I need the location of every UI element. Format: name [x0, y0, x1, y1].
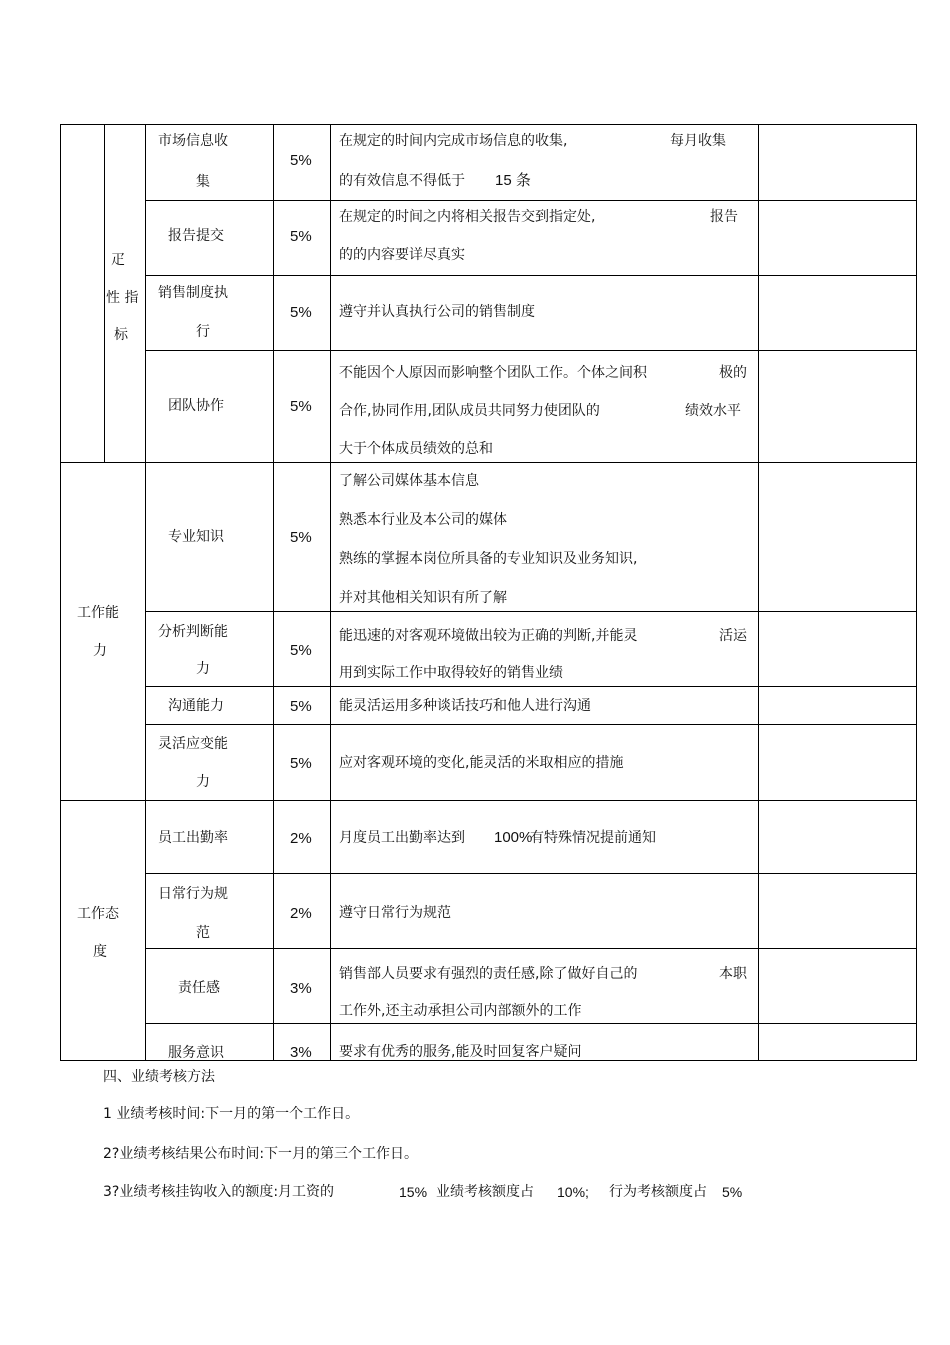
table-row-desc: 工作外,还主动承担公司内部额外的工作: [339, 1003, 582, 1019]
paragraph-3-e: 行为考核额度占: [609, 1184, 707, 1200]
paragraph-2: 2?业绩考核结果公布时间:下一月的第三个工作日。: [103, 1146, 419, 1162]
paragraph-3-c: 业绩考核额度占: [436, 1184, 534, 1200]
table-row-item: 行: [196, 324, 210, 340]
table-row-desc: 15 条: [495, 172, 531, 189]
table-row-item: 员工出勤率: [158, 830, 228, 846]
table-row-weight: 3%: [290, 1044, 312, 1060]
table-row-desc: 熟练的掌握本岗位所具备的专业知识及业务知识,: [339, 551, 638, 567]
table-row-item: 力: [196, 661, 210, 677]
table-row-desc: 遵守日常行为规范: [339, 905, 451, 921]
group-label-attitude-2: 度: [93, 944, 107, 960]
table-row-desc: 要求有优秀的服务,能及时回复客户疑问: [339, 1044, 582, 1060]
group-label-ability-1: 工作能: [77, 605, 119, 621]
table-row-desc: 在规定的时间之内将相关报告交到指定处,: [339, 209, 596, 225]
table-row-desc: 遵守并认真执行公司的销售制度: [339, 304, 535, 320]
table-row-desc: 月度员工出勤率达到: [339, 830, 465, 846]
table-row-item: 团队协作: [168, 398, 224, 414]
table-row-item: 沟通能力: [168, 698, 224, 714]
group-label-attitude-1: 工作态: [77, 906, 119, 922]
table-row-desc: 销售部人员要求有强烈的责任感,除了做好自己的: [339, 966, 638, 982]
table-row-desc: 应对客观环境的变化,能灵活的米取相应的措施: [339, 755, 624, 771]
table-row-item: 集: [196, 174, 210, 190]
table-row-weight: 2%: [290, 905, 312, 922]
table-row-desc: 能灵活运用多种谈话技巧和他人进行沟通: [339, 698, 591, 714]
table-row-desc: 不能因个人原因而影响整个团队工作。个体之间积: [339, 365, 647, 381]
table-row-desc: 每月收集: [670, 133, 726, 149]
table-row-item: 销售制度执: [158, 285, 228, 301]
table-row-desc: 的的内容要详尽真实: [339, 247, 465, 263]
table-row-item: 范: [196, 925, 210, 941]
table-row-desc: 用到实际工作中取得较好的销售业绩: [339, 665, 563, 681]
table-row-item: 报告提交: [168, 228, 224, 244]
section-heading: 四、业绩考核方法: [103, 1069, 215, 1085]
table-row-desc: 100%: [494, 829, 533, 846]
table-row-desc: 了解公司媒体基本信息: [339, 473, 479, 489]
table-row-desc: 能迅速的对客观环境做出较为正确的判断,并能灵: [339, 628, 638, 644]
table-row-weight: 3%: [290, 980, 312, 997]
table-row-item: 分析判断能: [158, 624, 228, 640]
table-row-item: 灵活应变能: [158, 736, 228, 752]
table-row-item: 力: [196, 774, 210, 790]
table-row-weight: 5%: [290, 398, 312, 415]
table-row-weight: 5%: [290, 152, 312, 169]
table-row-item: 责任感: [178, 980, 220, 996]
table-row-desc: 本职: [719, 966, 747, 982]
group-label-qualitative-3: 标: [114, 327, 128, 343]
table-row-weight: 5%: [290, 698, 312, 715]
table-row-item: 日常行为规: [158, 886, 228, 902]
table-row-desc: 绩效水平: [685, 403, 741, 419]
table-row-weight: 5%: [290, 642, 312, 659]
paragraph-3-a: 3?业绩考核挂钩收入的额度:月工资的: [103, 1184, 335, 1200]
table-row-desc: 有特殊情况提前通知: [530, 830, 656, 846]
table-row-desc: 在规定的时间内完成市场信息的收集,: [339, 133, 568, 149]
paragraph-3-b: 15%: [399, 1184, 428, 1200]
group-label-qualitative-1: 疋: [111, 252, 125, 268]
table-row-desc: 并对其他相关知识有所了解: [339, 590, 507, 606]
table-row-desc: 合作,协同作用,团队成员共同努力使团队的: [339, 403, 600, 419]
table-row-weight: 5%: [290, 529, 312, 546]
table-row-clip: [145, 1024, 916, 1060]
table-row-item: 专业知识: [168, 529, 224, 545]
table-row-desc: 的有效信息不得低于: [339, 173, 465, 189]
table-row-desc: 活运: [719, 628, 747, 644]
table-row-desc: 熟悉本行业及本公司的媒体: [339, 512, 507, 528]
group-label-qualitative-2: 性 指: [106, 290, 139, 306]
table-row-item: 市场信息收: [158, 133, 228, 149]
paragraph-1: 1 业绩考核时间:下一月的第一个工作日。: [103, 1106, 360, 1122]
table-row-desc: 大于个体成员绩效的总和: [339, 441, 493, 457]
table-row-desc: 极的: [719, 365, 747, 381]
table-row-desc: 报告: [710, 209, 738, 225]
paragraph-3-d: 10%;: [557, 1184, 589, 1200]
table-row-weight: 2%: [290, 830, 312, 847]
paragraph-3-f: 5%: [722, 1184, 743, 1200]
table-row-weight: 5%: [290, 228, 312, 245]
table-row-weight: 5%: [290, 755, 312, 772]
table-row-item: 服务意识: [168, 1045, 224, 1060]
group-label-ability-2: 力: [93, 643, 107, 659]
table-row-weight: 5%: [290, 304, 312, 321]
